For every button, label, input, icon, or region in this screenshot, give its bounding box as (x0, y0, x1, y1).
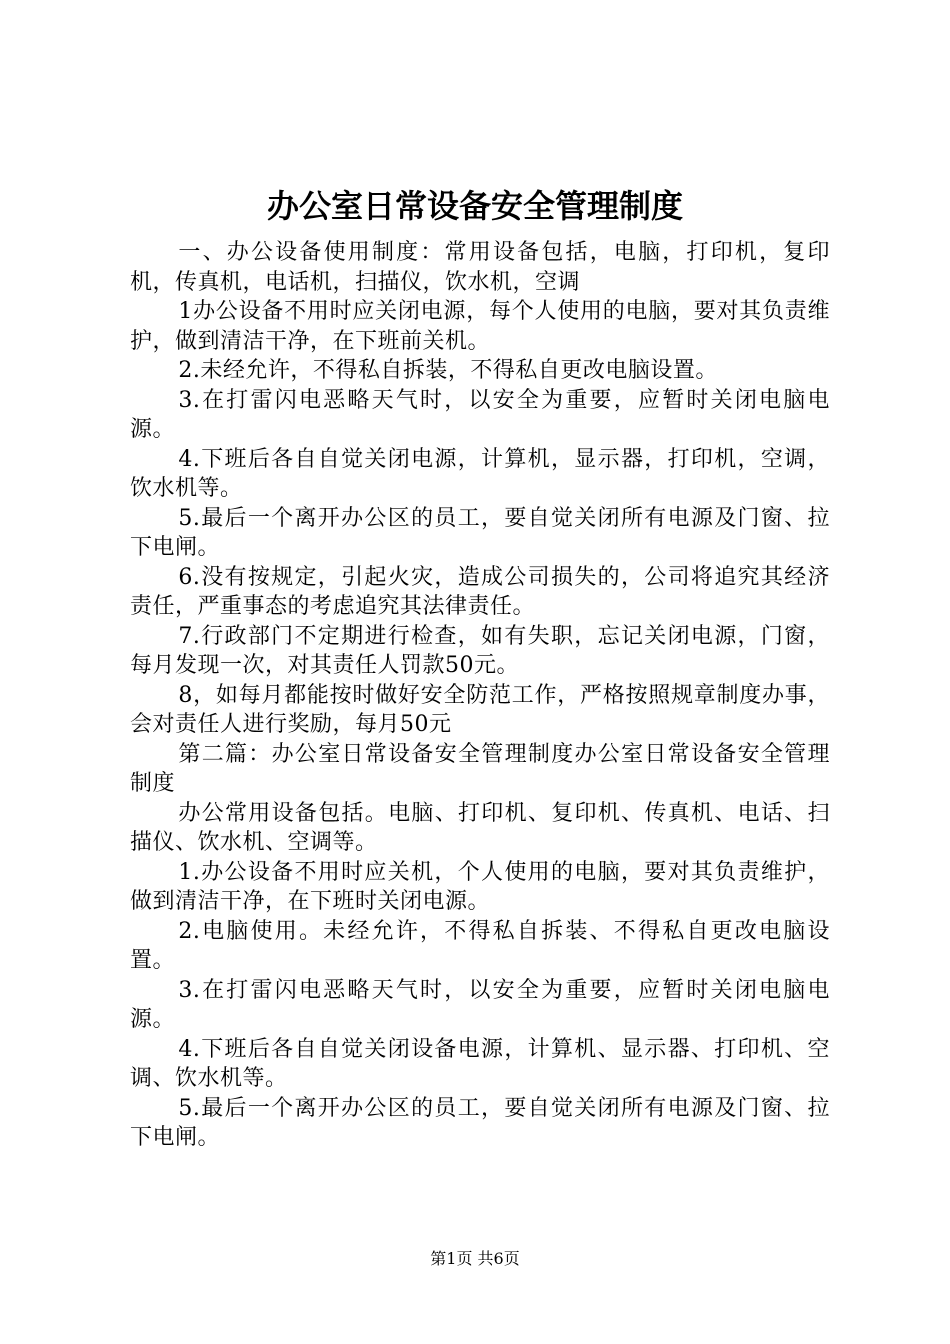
paragraph-3: 2.未经允许，不得私自拆装，不得私自更改电脑设置。 (178, 358, 718, 383)
paragraph-8: 7.行政部门不定期进行检查，如有失职，忘记关闭电源，门窗，每月发现一次，对其责任人罚款50元。 (130, 623, 830, 678)
page-footer: 第1页 共6页 (430, 1249, 520, 1268)
paragraph-13: 2.电脑使用。未经允许，不得私自拆装、不得私自更改电脑设置。 (130, 918, 830, 973)
paragraph-5: 4.下班后各自自觉关闭电源，计算机，显示器，打印机，空调，饮水机等。 (130, 446, 830, 501)
paragraph-15: 4.下班后各自自觉关闭设备电源，计算机、显示器、打印机、空调、饮水机等。 (130, 1036, 830, 1091)
document-body (130, 238, 830, 1153)
paragraph-10: 第二篇：办公室日常设备安全管理制度办公室日常设备安全管理制度 (130, 741, 830, 796)
paragraph-6: 5.最后一个离开办公区的员工，要自觉关闭所有电源及门窗、拉下电闸。 (130, 505, 830, 560)
paragraph-4: 3.在打雷闪电恶略天气时，以安全为重要，应暂时关闭电脑电源。 (130, 387, 830, 442)
document-title: 办公室日常设备安全管理制度 (266, 187, 683, 225)
paragraph-7: 6.没有按规定，引起火灾，造成公司损失的，公司将追究其经济责任，严重事态的考虑追究其法律责任。 (130, 564, 830, 619)
paragraph-12: 1.办公设备不用时应关机，个人使用的电脑，要对其负责维护，做到清洁干净，在下班时关闭电源。 (130, 859, 830, 914)
paragraph-14: 3.在打雷闪电恶略天气时，以安全为重要，应暂时关闭电脑电源。 (130, 977, 830, 1032)
paragraph-11: 办公常用设备包括。电脑、打印机、复印机、传真机、电话、扫描仪、饮水机、空调等。 (130, 800, 830, 855)
paragraph-2: 1办公设备不用时应关闭电源，每个人使用的电脑，要对其负责维护，做到清洁干净，在下班前关机。 (130, 299, 830, 354)
paragraph-16: 5.最后一个离开办公区的员工，要自觉关闭所有电源及门窗、拉下电闸。 (130, 1095, 830, 1150)
paragraph-1: 一、办公设备使用制度：常用设备包括，电脑，打印机，复印机，传真机，电话机，扫描仪，饮水机，空调 (130, 240, 830, 295)
paragraph-9: 8，如每月都能按时做好安全防范工作，严格按照规章制度办事，会对责任人进行奖励，每月50元 (130, 682, 830, 737)
